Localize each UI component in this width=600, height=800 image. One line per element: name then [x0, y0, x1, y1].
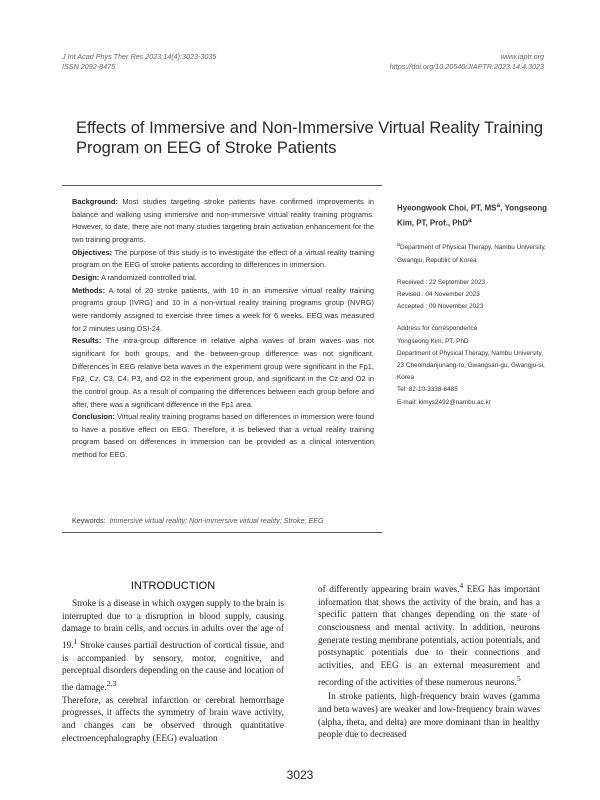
journal-citation: J Int Acad Phys Ther Res 2023;14(4):3023-3035 — [62, 52, 217, 61]
affiliation — [397, 239, 547, 267]
design-label: Design: — [72, 272, 100, 282]
section-heading-introduction: INTRODUCTION — [130, 580, 216, 592]
body-paragraph — [318, 580, 540, 689]
citation-mark: 4 — [459, 581, 464, 590]
correspondence-phone: Tel: 82-10-3338-6485 — [397, 386, 458, 394]
correspondence-label: Address for correspondence — [397, 325, 478, 333]
body-paragraph — [318, 691, 540, 742]
citation-mark: 1 — [73, 636, 78, 646]
body-text: of differently appearing brain waves. — [318, 585, 460, 596]
page-number: 3023 — [286, 768, 314, 782]
citation-mark: 2,3 — [106, 679, 117, 689]
body-column-right — [318, 580, 540, 742]
results-text: The intra-group difference in relative alpha waves of brain waves was not significant for both groups, and the between-group difference was not significant. Differences in EEG relative beta waves in the experiment group were significant in the Fp1, Fp2, Cz, C3, C4, P3, and O2 in the experiment group, and significant in the Cz and O2 in the control group. As a result of comparing the differences between each group before and after, there was a significant difference in the Fp1 area. — [72, 336, 374, 409]
body-paragraph — [62, 598, 284, 695]
correspondence-email[interactable]: E-mail: kimys2492@nambu.ac.kr — [397, 398, 491, 406]
conclusion-text: Virtual reality training programs based on differences in immersion were found to have a positive effect on EEG. Therefore, it is believed that a virtual reality training program based on differences in immersion can be provided as a clinical intervention method for EEG. — [72, 412, 374, 460]
background-label: Background: — [72, 197, 118, 206]
abstract-conclusion — [72, 411, 374, 462]
body-paragraph — [62, 695, 284, 746]
body-text: In stroke patients, high-frequency brain waves (gamma and beta waves) are weaker and low-frequency brain waves (alpha, theta, and delta) are more dominant than in healthy people due to decreased — [318, 692, 540, 741]
keywords — [72, 516, 376, 525]
paper-title: Effects of Immersive and Non-Immersive Virtual Reality Training Program on EEG of Stroke Patients — [76, 119, 544, 157]
abstract-design — [72, 272, 374, 285]
revised-date: Revised : 04 November 2023 — [397, 290, 480, 298]
journal-issn: ISSN 2092-8475 — [62, 62, 116, 71]
conclusion-label: Conclusion: — [72, 412, 115, 422]
affiliation-mark: a — [397, 242, 400, 249]
results-label: Results: — [72, 336, 102, 346]
abstract-objectives — [72, 247, 374, 272]
objectives-text: The purpose of this study is to investigate the effect of a virtual reality training program on the EEG of stroke patients according to differences in immersion. — [72, 247, 374, 270]
journal-header — [62, 52, 216, 72]
abstract — [72, 196, 374, 462]
journal-links — [390, 52, 544, 72]
accepted-date: Accepted : 09 November 2023 — [397, 303, 484, 311]
methods-text: A total of 20 stroke patients, with 10 in an immersive virtual reality training programs group (IVRG) and 10 in a non-virtual reality training programs group (NVRG) were randomly assigned to exercise three times a week for 6 weeks. EEG was measured for 2 minutes using DSI-24. — [72, 285, 374, 333]
affiliation-text: Department of Physical Therapy, Nambu University, Gwangju, Republic of Korea — [397, 244, 546, 264]
citation-mark: 5 — [516, 673, 521, 683]
article-dates — [397, 277, 547, 314]
author-affiliation-mark: a — [468, 217, 472, 225]
abstract-methods — [72, 285, 374, 336]
journal-website-link[interactable]: www.iaptr.org — [500, 52, 544, 61]
body-text: EEG has important information that shows the activity of the brain, and has a specific pattern that changes depending on the state of consciousness and mental activity. In addition, neurons generate resting membrane potentials, action potentials, and postsynaptic potentials due to their connections and activities, and EEG is an external measurement and recording of the activities of these numerous neurons. — [318, 585, 540, 688]
author-name: Yongseong Kim, PT, Prof., PhD — [397, 203, 547, 228]
correspondence-address: Department of Physical Therapy, Nambu University, 23 Cheomdanjunang-ro, Gwangsan-gu, Gwangju-si, Korea — [397, 349, 545, 382]
author-name: Hyeongwook Choi, PT, MS — [397, 203, 497, 213]
author-affiliation-mark: a — [496, 202, 501, 209]
author-sidebar — [397, 200, 547, 409]
keywords-label: Keywords: — [72, 516, 106, 525]
background-text: Most studies targeting stroke patients have confirmed improvements in balance and walking using immersive and non-immersive virtual reality training programs. However, to date, there are not many studies targeting brain activation enhancement for the two training programs. — [72, 197, 374, 244]
objectives-label: Objectives: — [72, 247, 113, 257]
body-text: Stroke causes partial destruction of cortical tissue, and is accompanied by sensory, motor, cognitive, and perceptual disorders depending on the cause and location of the damage. — [62, 641, 284, 694]
received-date: Received : 22 September 2023 — [397, 278, 486, 286]
doi-link[interactable]: https://doi.org/10.20540/JIAPTR.2023.14.4.3023 — [389, 62, 544, 71]
abstract-results — [72, 335, 374, 411]
methods-label: Methods: — [72, 285, 106, 295]
abstract-background — [72, 196, 374, 247]
author-list: Hyeongwook Choi, PT, $MS^a$, Yongseong Kim, PT, Prof., PhD$^a$ — [397, 202, 547, 228]
body-column-left — [62, 598, 284, 745]
correspondence — [397, 323, 547, 408]
correspondence-name: Yongseong Kim, PT, PhD — [397, 337, 469, 345]
keywords-text: Immersive virtual reality; Non-immersive virtual reality; Stroke; EEG — [109, 516, 324, 525]
body-text: Stroke is a disease in which oxygen supply to the brain is interrupted due to a disruption in blood supply, causing damage to brain cells, and occurs in adults over the age of 19. — [62, 599, 284, 652]
body-text: Therefore, as cerebral infarction or cerebral hemorrhage progresses, it affects the symmetry of brain wave activity, and changes can be observed through quantitative electroencephalography (EEG) evaluation — [62, 695, 284, 744]
design-text: A randomized controlled trial. — [100, 272, 197, 282]
